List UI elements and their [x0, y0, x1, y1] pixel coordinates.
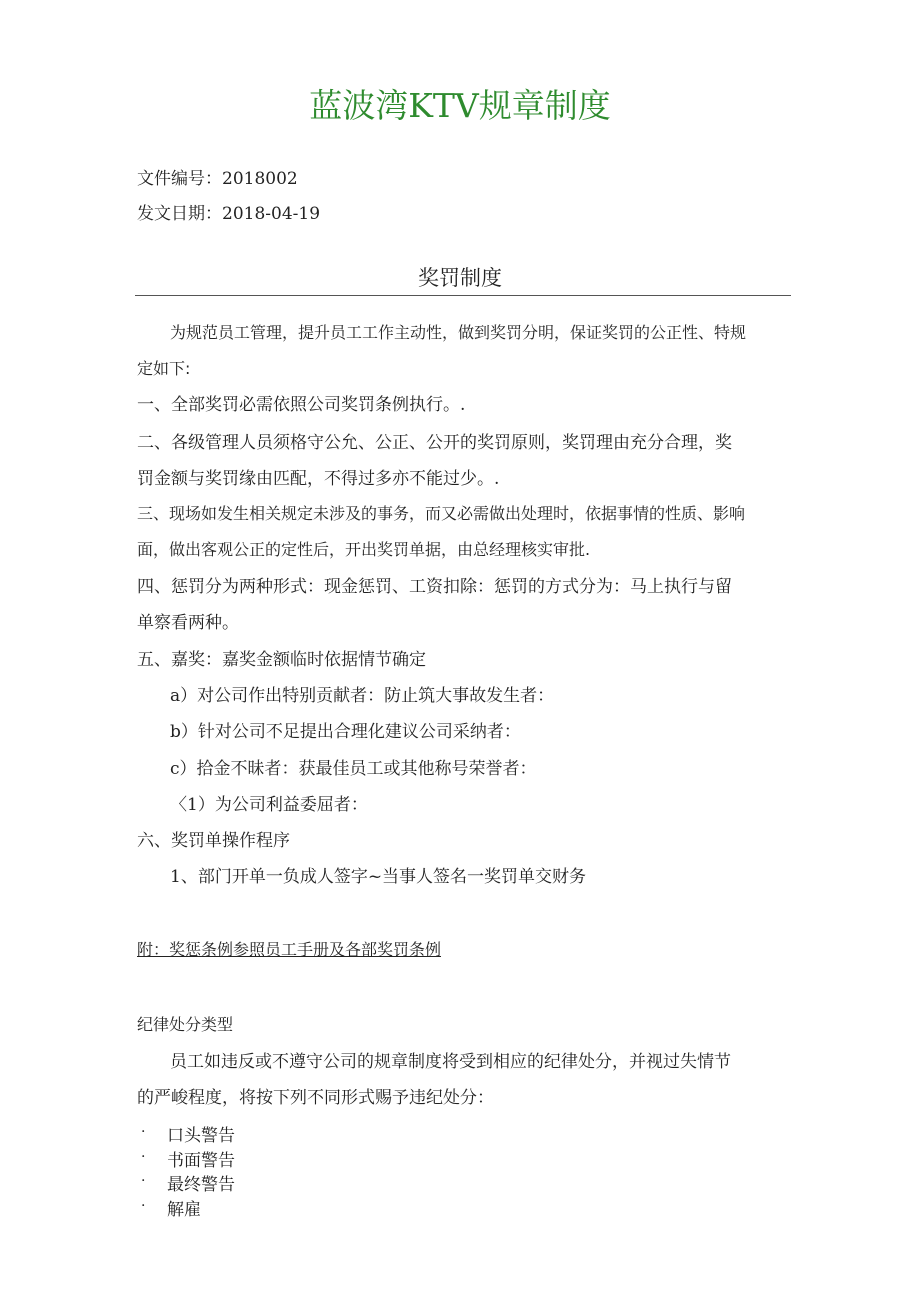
bullet-written-warning: 书面警告 [167, 1151, 235, 1171]
document-title: 蓝波湾KTV规章制度 [309, 86, 611, 125]
appendix-note: 附：奖惩条例参照员工手册及各部奖罚条例 [137, 940, 442, 959]
discipline-line-2: 的严峻程度，将按下列不同形式赐予违纪处分： [137, 1088, 494, 1108]
section-divider [135, 295, 791, 296]
bullet-final-warning: 最终警告 [167, 1175, 235, 1195]
bullet-dismissal: 解雇 [167, 1200, 201, 1220]
rule-item-5-d: 〈1）为公司利益委屈者： [170, 795, 368, 815]
intro-line-1: 为规范员工管理，提升员工工作主动性，做到奖罚分明，保证奖罚的公正性、特规 [170, 323, 747, 342]
rule-item-5: 五、嘉奖：嘉奖金额临时依据情节确定 [137, 650, 426, 670]
rule-item-4-line-1: 四、惩罚分为两种形式：现金惩罚、工资扣除：惩罚的方式分为：马上执行与留 [137, 577, 732, 597]
intro-line-2: 定如下: [137, 359, 191, 378]
rule-item-2-line-1: 二、各级管理人员须格守公允、公正、公开的奖罚原则，奖罚理由充分合理，奖 [137, 433, 732, 453]
rule-item-5-b: b）针对公司不足提出合理化建议公司采纳者： [170, 722, 521, 742]
bullet-dot: · [141, 1124, 146, 1140]
bullet-dot: · [141, 1149, 146, 1165]
rule-item-6-step-1: 1、部门开单一负成人签字~当事人签名一奖罚单交财务 [170, 867, 587, 887]
rule-item-5-a: a）对公司作出特别贡献者：防止筑大事故发生者： [170, 686, 555, 706]
rule-item-3-line-1: 三、现场如发生相关规定未涉及的事务，而又必需做出处理时，依据事情的性质、影响 [137, 504, 746, 523]
rule-item-5-c: c）拾金不昧者：获最佳员工或其他称号荣誉者： [170, 759, 537, 779]
file-number-line [137, 164, 298, 189]
section-title: 奖罚制度 [418, 266, 502, 290]
bullet-verbal-warning: 口头警告 [167, 1126, 235, 1146]
bullet-dot: · [141, 1173, 146, 1189]
bullet-dot: · [141, 1198, 146, 1214]
discipline-title: 纪律处分类型 [137, 1015, 234, 1034]
rule-item-4-line-2: 单察看两种。 [137, 613, 239, 633]
discipline-line-1: 员工如违反或不遵守公司的规章制度将受到相应的纪律处分，并视过失情节 [170, 1052, 731, 1072]
rule-item-1: 一、全部奖罚必需依照公司奖罚条例执行。. [137, 395, 466, 415]
file-number-value: 2018002 [222, 169, 298, 189]
rule-item-3-line-2: 面，做出客观公正的定性后，开出奖罚单据，由总经理核实审批. [137, 540, 591, 559]
issue-date-line [137, 199, 320, 224]
rule-item-2-line-2: 罚金额与奖罚缘由匹配，不得过多亦不能过少。. [137, 469, 500, 489]
file-number-label: 文件编号： [137, 169, 222, 189]
issue-date-value: 2018-04-19 [222, 204, 321, 224]
rule-item-6: 六、奖罚单操作程序 [137, 831, 290, 851]
issue-date-label: 发文日期： [137, 204, 222, 224]
